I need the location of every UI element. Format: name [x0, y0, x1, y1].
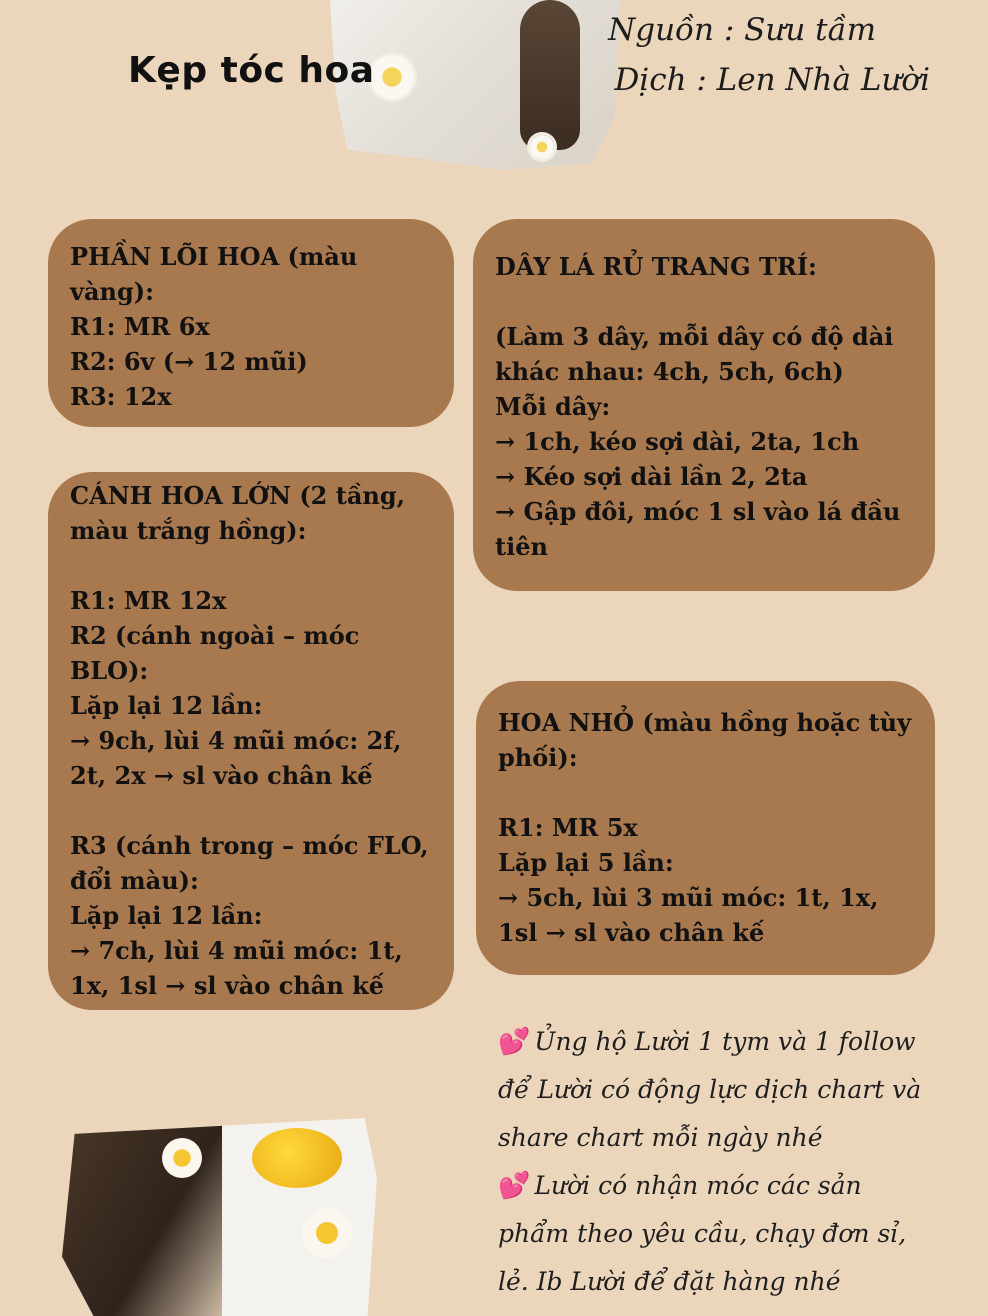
- hair-image: [520, 0, 580, 150]
- note-text-1: Ủng hộ Lười 1 tym và 1 follow để Lười có động lực dịch chart và share chart mỗi ngày nhé: [498, 1027, 922, 1152]
- note-text-2: Lười có nhận móc các sản phẩm theo yêu cầu, chạy đơn sỉ, lẻ. Ib Lười để đặt hàng nhé: [498, 1171, 907, 1296]
- yellow-yarn-image: [252, 1128, 342, 1188]
- hair-clip-closeup-image: [302, 1208, 352, 1258]
- translator-credit: Dịch : Len Nhà Lười: [614, 62, 930, 98]
- hanging-leaves-card: [473, 219, 935, 591]
- note-paragraph-2: [498, 1162, 938, 1306]
- leaves-step-2: → Kéo sợi dài lần 2, 2ta: [495, 462, 808, 491]
- leaves-intro: (Làm 3 dây, mỗi dây có độ dài khác nhau: 4ch, 5ch, 6ch): [495, 322, 894, 386]
- leaves-each: Mỗi dây:: [495, 392, 611, 421]
- core-row-2: R2: 6v (→ 12 mũi): [70, 347, 308, 376]
- leaves-step-1: → 1ch, kéo sợi dài, 2ta, 1ch: [495, 427, 860, 456]
- support-note: [498, 1018, 938, 1306]
- note-paragraph-1: [498, 1018, 938, 1162]
- petals-row-3-title: R3 (cánh trong – móc FLO, đổi màu):: [70, 831, 429, 895]
- large-petals-card: [48, 472, 454, 1010]
- petals-row-2-steps: → 9ch, lùi 4 mũi móc: 2f, 2t, 2x → sl vào chân kế: [70, 726, 402, 790]
- core-row-1: R1: MR 6x: [70, 312, 210, 341]
- flower-clip-image: [370, 55, 414, 99]
- small-flower-heading: HOA NHỎ (màu hồng hoặc tùy phối):: [498, 708, 912, 772]
- petals-heading: CÁNH HOA LỚN (2 tầng, màu trắng hồng):: [70, 481, 405, 545]
- hair-clip-image: [162, 1138, 202, 1178]
- flower-core-card: [48, 219, 454, 427]
- core-row-3: R3: 12x: [70, 382, 172, 411]
- small-flower-card: [476, 681, 935, 975]
- small-flower-image: [530, 135, 554, 159]
- small-flower-row-1: R1: MR 5x: [498, 813, 638, 842]
- heart-icon: 💕: [498, 1171, 531, 1201]
- leaves-step-3: → Gập đôi, móc 1 sl vào lá đầu tiên: [495, 497, 901, 561]
- small-flower-repeat: Lặp lại 5 lần:: [498, 848, 674, 877]
- page-title: Kẹp tóc hoa: [128, 50, 375, 91]
- small-flower-steps: → 5ch, lùi 3 mũi móc: 1t, 1x, 1sl → sl vào chân kế: [498, 883, 879, 947]
- petals-row-2-title: R2 (cánh ngoài – móc BLO):: [70, 621, 360, 685]
- heart-icon: 💕: [498, 1027, 531, 1057]
- petals-row-1: R1: MR 12x: [70, 586, 227, 615]
- petals-row-3-repeat: Lặp lại 12 lần:: [70, 901, 263, 930]
- finished-product-photo: [62, 1118, 377, 1316]
- source-credit: Nguồn : Sưu tầm: [608, 12, 876, 48]
- core-heading: PHẦN LÕI HOA (màu vàng):: [70, 242, 358, 306]
- petals-row-2-repeat: Lặp lại 12 lần:: [70, 691, 263, 720]
- leaves-heading: DÂY LÁ RỦ TRANG TRÍ:: [495, 252, 817, 281]
- petals-row-3-steps: → 7ch, lùi 4 mũi móc: 1t, 1x, 1sl → sl vào chân kế: [70, 936, 403, 1000]
